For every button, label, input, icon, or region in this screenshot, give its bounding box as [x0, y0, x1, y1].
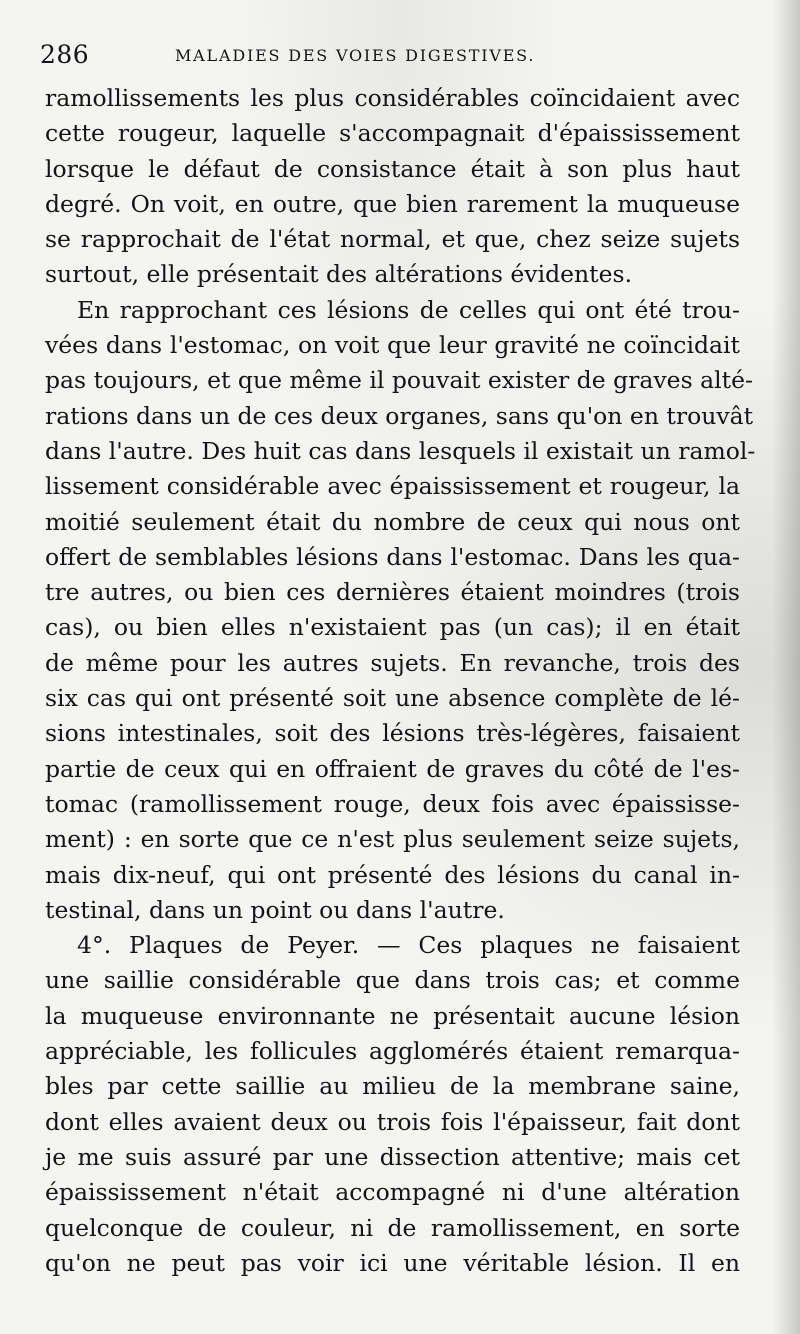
text-line: pas toujours, et que même il pouvait exister de graves alté-: [45, 366, 753, 395]
text-line: qu'on ne peut pas voir ici une véritable lésion. Il en: [45, 1248, 740, 1277]
page-edge-shadow: [772, 0, 800, 1334]
text-line: la muqueuse environnante ne présentait aucune lésion: [45, 1001, 740, 1030]
text-line: rations dans un de ces deux organes, sans qu'on en trouvât: [45, 401, 754, 430]
text-line: lorsque le défaut de consistance était à son plus haut: [45, 154, 740, 183]
text-line: degré. On voit, en outre, que bien rarement la muqueuse: [45, 189, 740, 218]
body-text: [45, 81, 756, 1281]
text-line: une saillie considérable que dans trois cas; et comme: [45, 966, 740, 995]
text-line: cette rougeur, laquelle s'accompagnait d'épaississement: [45, 119, 740, 148]
text-line: appréciable, les follicules agglomérés étaient remarqua-: [45, 1037, 740, 1066]
text-line: offert de semblables lésions dans l'estomac. Dans les qua-: [45, 542, 740, 571]
text-line: testinal, dans un point ou dans l'autre.: [45, 895, 505, 924]
text-line: vées dans l'estomac, on voit que leur gravité ne coïncidait: [45, 331, 740, 360]
text-line: se rapprochait de l'état normal, et que, chez seize sujets: [45, 225, 740, 254]
text-line: moitié seulement était du nombre de ceux qui nous ont: [45, 507, 740, 536]
text-line: sions intestinales, soit des lésions très-légères, faisaient: [45, 719, 740, 748]
text-line: épaississement n'était accompagné ni d'une altération: [45, 1178, 740, 1207]
page-header: [40, 38, 740, 74]
page-number: 286: [40, 40, 90, 69]
text-line: surtout, elle présentait des altérations évidentes.: [45, 260, 633, 289]
text-line: dont elles avaient deux ou trois fois l'épaisseur, fait dont: [45, 1107, 740, 1136]
text-line: lissement considérable avec épaississement et rougeur, la: [45, 472, 740, 501]
text-line: de même pour les autres sujets. En revanche, trois des: [45, 648, 740, 677]
text-line: je me suis assuré par une dissection attentive; mais cet: [45, 1142, 740, 1171]
text-line: mais dix-neuf, qui ont présenté des lésions du canal in-: [45, 860, 740, 889]
text-line: 4°. Plaques de Peyer. — Ces plaques ne faisaient: [77, 931, 740, 960]
text-line: ramollissements les plus considérables coïncidaient avec: [45, 84, 740, 112]
text-line: tre autres, ou bien ces dernières étaient moindres (trois: [45, 578, 740, 607]
text-line: En rapprochant ces lésions de celles qui ont été trou-: [77, 295, 740, 324]
running-head: MALADIES DES VOIES DIGESTIVES.: [175, 46, 536, 65]
text-line: tomac (ramollissement rouge, deux fois avec épaississe-: [45, 789, 740, 818]
text-line: quelconque de couleur, ni de ramollissement, en sorte: [45, 1213, 740, 1242]
text-line: cas), ou bien elles n'existaient pas (un cas); il en était: [45, 613, 740, 642]
text-line: bles par cette saillie au milieu de la membrane saine,: [45, 1072, 740, 1101]
text-line: six cas qui ont présenté soit une absence complète de lé-: [45, 684, 740, 713]
text-line: partie de ceux qui en offraient de graves du côté de l'es-: [45, 754, 740, 783]
text-line: ment) : en sorte que ce n'est plus seulement seize sujets,: [45, 825, 740, 854]
text-line: dans l'autre. Des huit cas dans lesquels il existait un ramol-: [45, 436, 756, 465]
